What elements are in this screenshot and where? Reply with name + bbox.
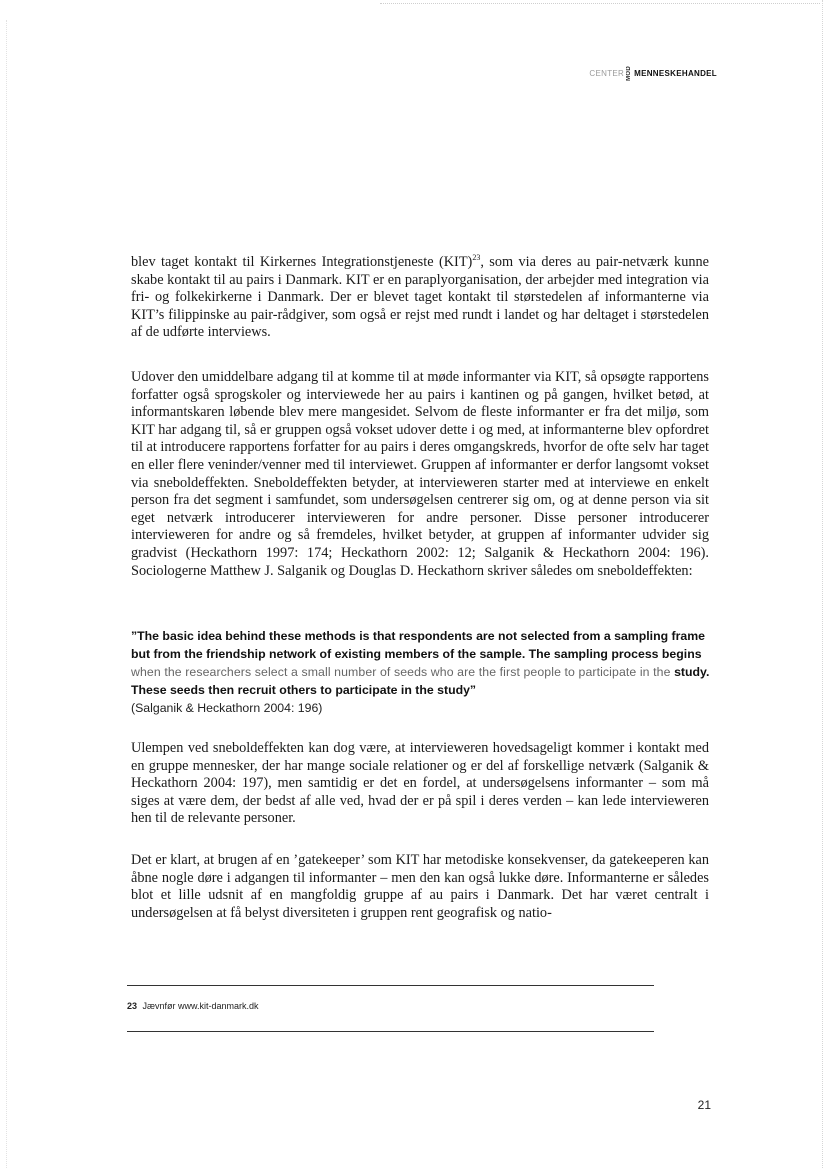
- header-logo: [589, 66, 717, 81]
- quote-part-2: when the researchers select a small number of seeds who are the first people to participate in the: [131, 665, 675, 679]
- scan-edge-right: [822, 0, 823, 1168]
- logo-center-text: CENTER: [589, 68, 625, 78]
- paragraph-2: Udover den umiddelbare adgang til at komme til at møde informanter via KIT, så opsøgte rapportens forfatter også sprogskoler og interviewede her au pairs i kantinen og på gangen, hvilket betød, at informantskaren løbende blev mere mangesidet. Selvom de fleste informanter er fra det miljø, som KIT har adgang til, så er gruppen også vokset udover dette i og med, at informanterne blev opfordret til at introducere rapportens forfatter for au pairs i deres omgangskreds, hvorfor de ofte selv har taget en eller flere veninder/venner med til interviewet. Gruppen af informanter er derfor langsomt vokset via sneboldeffekten. Sneboldeffekten betyder, at intervieweren starter med at interviewe en enkelt person fra det segment i samfundet, som undersøgelsen centrerer sig om, og at denne person via sit eget netværk introducerer intervieweren for andre personer. Disse personer introducerer intervieweren for andre og så fremdeles, hvilket betyder, at gruppen af informanter udvider sig gradvist (Heckathorn 1997: 174; Heckathorn 2002: 12; Salganik & Heckathorn 2004: 196). Sociologerne Matthew J. Salganik og Douglas D. Heckathorn skriver således om sneboldeffekten:: [131, 369, 709, 579]
- quote-part-3: study. These seeds then recruit others to participate in the study”: [131, 665, 710, 697]
- footnote-rule-top: [127, 985, 654, 986]
- footnote: [127, 1001, 259, 1011]
- quote-citation: (Salganik & Heckathorn 2004: 196): [131, 701, 323, 715]
- paragraph-1: [131, 254, 709, 342]
- scan-edge-left: [6, 20, 7, 1168]
- block-quote: [131, 627, 711, 717]
- footnote-reference: 23: [472, 253, 481, 263]
- quote-part-1: ”The basic idea behind these methods is that respondents are not selected from a sampling frame but from the friendship network of existing members of the sample. The sampling process begins: [131, 629, 705, 661]
- logo-menneskehandel-text: MENNESKEHANDEL: [634, 68, 717, 78]
- scan-edge-top: [380, 3, 820, 4]
- footnote-text: Jævnfør www.kit-danmark.dk: [142, 1001, 259, 1011]
- page-number: 21: [697, 1098, 711, 1112]
- footnote-number: 23: [127, 1001, 138, 1011]
- logo-mod-text: MOD: [626, 66, 633, 81]
- paragraph-1-end: , som via deres au pair-netværk kunne skabe kontakt til au pairs i Danmark. KIT er en paraplyorganisation, der arbejder med integration via fri- og folkekirkerne i Danmark. Der er blevet taget kontakt til størstedelen af informanterne via KIT’s filippinske au pair-rådgiver, som også er rejst med rundt i landet og har deltaget i størstedelen af de udførte interviews.: [131, 254, 709, 341]
- paragraph-4: Ulempen ved sneboldeffekten kan dog være, at intervieweren hovedsageligt kommer i kontakt med en gruppe mennesker, der har mange sociale relationer og er del af forskellige netværk (Salganik & Heckathorn 2004: 197), men samtidig er det en fordel, at undersøgelsens informanter – som må siges at være dem, der bedst af alle ved, hvad der er på spil i deres verden – kan lede intervieweren hen til de relevante personer.: [131, 740, 709, 827]
- footnote-rule-bottom: [127, 1031, 654, 1032]
- paragraph-5: Det er klart, at brugen af en ’gatekeeper’ som KIT har metodiske konsekvenser, da gatekeeperen kan åbne nogle døre i adgangen til informanter – men den kan også lukke døre. Informanterne er således blot et lille udsnit af en mangfoldig gruppe af au pairs i Danmark. Det har været centralt i undersøgelsen at få belyst diversiteten i gruppen rent geografisk og natio-: [131, 852, 709, 921]
- paragraph-1-start: blev taget kontakt til Kirkernes Integrationstjeneste (KIT): [131, 254, 473, 270]
